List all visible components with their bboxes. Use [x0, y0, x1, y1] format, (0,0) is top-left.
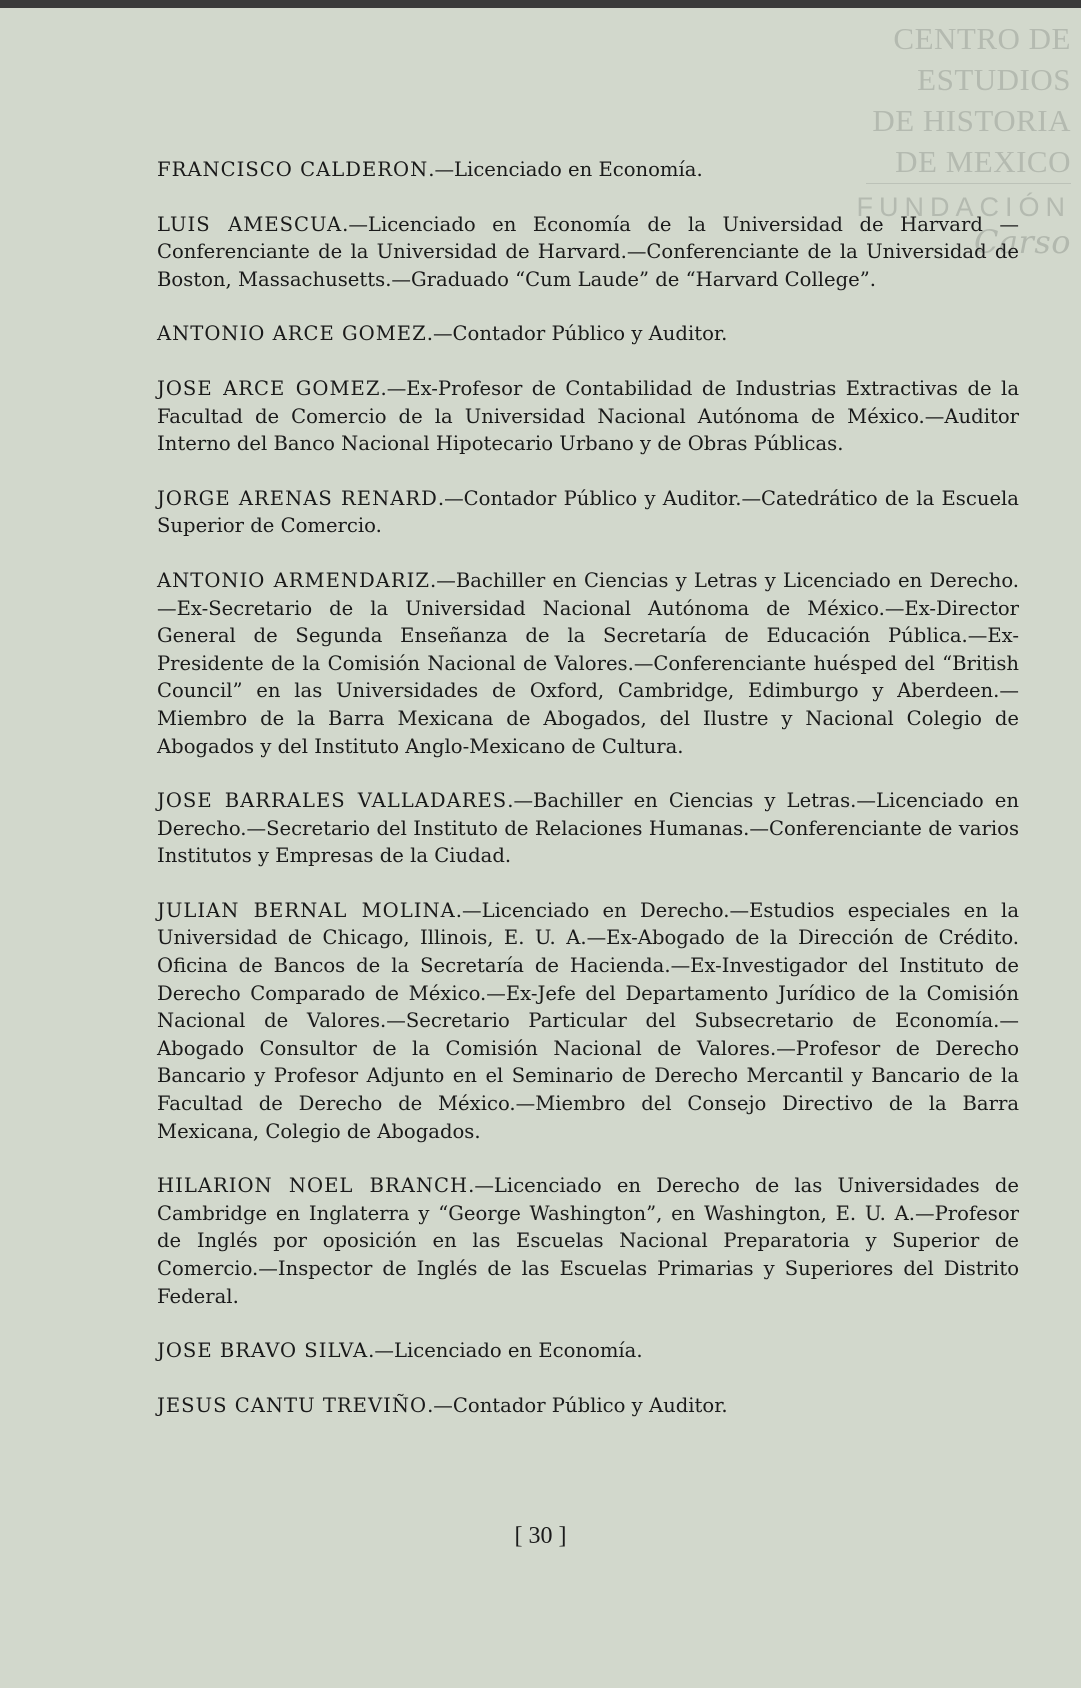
biography-entry: [157, 1172, 1019, 1310]
biography-text: .—Contador Público y Auditor.—Catedrático de la Escuela Superior de Comercio.: [157, 486, 1019, 538]
biography-text: .—Bachiller en Ciencias y Letras.—Licenciado en Derecho.—Secretario del Instituto de Relaciones Humanas.—Conferenciante de varios Institutos y Empresas de la Ciudad.: [157, 789, 1019, 868]
biography-entry: [157, 897, 1019, 1145]
biography-text: .—Contador Público y Auditor.: [427, 1393, 728, 1417]
biography-text: .—Ex-Profesor de Contabilidad de Industrias Extractivas de la Facultad de Comercio de la Universidad Nacional Autónoma de México.—Auditor Interno del Banco Nacional Hipotecario Urbano y de Obras Públicas.: [157, 376, 1019, 456]
person-name: JOSE BRAVO SILVA: [157, 1339, 369, 1363]
watermark-signature: Carso: [973, 223, 1071, 261]
person-name: JOSE ARCE GOMEZ: [157, 376, 381, 400]
person-name: JORGE ARENAS RENARD: [157, 486, 438, 510]
watermark-line: DE HISTORIA: [872, 103, 1071, 138]
watermark-line: ESTUDIOS: [917, 62, 1071, 97]
person-name: ANTONIO ARCE GOMEZ: [157, 322, 427, 346]
biography-entry: [157, 375, 1019, 458]
watermark-foundation: FUNDACIÓN: [856, 192, 1071, 222]
biography-text: .—Licenciado en Economía.: [428, 158, 703, 181]
biography-entry: [157, 567, 1019, 760]
biography-text: .—Contador Público y Auditor.: [426, 322, 728, 346]
biography-text: .—Licenciado en Economía de la Universidad de Harvard —Conferenciante de la Universidad de Harvard.—Conferenciante de la Universidad de Boston, Massachusetts.—Graduado “Cum Laude” de “Harvard College”.: [157, 212, 1019, 291]
person-name: ANTONIO ARMENDARIZ: [157, 568, 430, 592]
biography-entry: [157, 320, 1019, 348]
person-name: LUIS AMESCUA: [157, 212, 343, 236]
person-name: FRANCISCO CALDERON: [157, 158, 429, 181]
page-number: [ 30 ]: [514, 1523, 567, 1549]
document-page: [0, 8, 1081, 1688]
biography-entry: [157, 211, 1019, 294]
biography-entry: [157, 485, 1019, 540]
person-name: JOSE BARRALES VALLADARES: [157, 789, 508, 813]
biography-list: [157, 156, 1019, 1446]
biography-text: .—Licenciado en Derecho de las Universidades de Cambridge en Inglaterra y “George Washington”, en Washington, E. U. A.—Profesor de Inglés por oposición en las Escuelas Nacional Preparatoria y Superior de Comercio.—Inspector de Inglés de las Escuelas Primarias y Superiores del Distrito Federal.: [157, 1174, 1019, 1308]
biography-entry: [157, 787, 1019, 870]
person-name: JULIAN BERNAL MOLINA: [157, 898, 456, 922]
person-name: JESUS CANTU TREVIÑO: [157, 1393, 428, 1417]
biography-entry: [157, 1392, 1019, 1420]
biography-entry: [157, 156, 1019, 184]
biography-text: .—Licenciado en Economía.: [368, 1339, 643, 1363]
watermark-line: CENTRO DE: [893, 21, 1071, 56]
biography-text: .—Bachiller en Ciencias y Letras y Licenciado en Derecho.—Ex-Secretario de la Universidad Nacional Autónoma de México.—Ex-Director General de Segunda Enseñanza de la Secretaría de Educación Pública.—Ex-Presidente de la Comisión Nacional de Valores.—Conferenciante huésped del “British Council” en las Universidades de Oxford, Cambridge, Edimburgo y Aberdeen.—Miembro de la Barra Mexicana de Abogados, del Ilustre y Nacional Colegio de Abogados y del Instituto Anglo-Mexicano de Cultura.: [157, 568, 1020, 758]
watermark-line: DE MEXICO: [895, 144, 1071, 179]
person-name: HILARION NOEL BRANCH: [157, 1174, 469, 1198]
biography-entry: [157, 1337, 1019, 1365]
biography-text: .—Licenciado en Derecho.—Estudios especiales en la Universidad de Chicago, Illinois, E. U. A.—Ex-Abogado de la Dirección de Crédito. Oficina de Bancos de la Secretaría de Hacienda.—Ex-Investigador del Instituto de Derecho Comparado de México.—Ex-Jefe del Departamento Jurídico de la Comisión Nacional de Valores.—Secretario Particular del Subsecretario de Economía.—Abogado Consultor de la Comisión Nacional de Valores.—Profesor de Derecho Bancario y Profesor Adjunto en el Seminario de Derecho Mercantil y Bancario de la Facultad de Derecho de México.—Miembro del Consejo Directivo de la Barra Mexicana, Colegio de Abogados.: [157, 898, 1019, 1143]
